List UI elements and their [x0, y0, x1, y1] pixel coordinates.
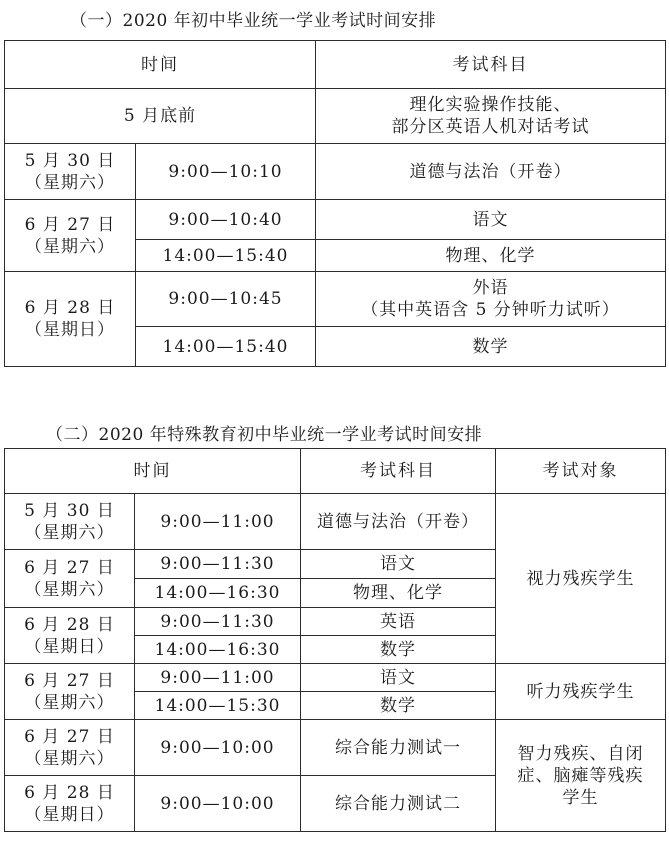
subject-cell: 语文 [301, 550, 496, 579]
date-cell [5, 664, 135, 720]
date-text: 6 月 27 日 [24, 726, 115, 747]
weekday-text: （星期六） [25, 172, 115, 193]
target-line: 智力残疾、自闭 [517, 743, 644, 764]
time-cell: 9:00—10:00 [135, 776, 301, 832]
date-text: 5 月 30 日 [24, 150, 116, 171]
time-cell: 9:00—11:00 [135, 494, 301, 550]
header-time: 时间 [5, 449, 301, 494]
subject-cell: 综合能力测试二 [301, 776, 496, 832]
time-cell: 14:00—16:30 [135, 636, 301, 664]
time-cell: 9:00—10:10 [136, 144, 316, 200]
date-text: 6 月 28 日 [24, 782, 115, 803]
date-cell [5, 776, 135, 832]
date-cell [5, 720, 135, 776]
special-exam-schedule-table [4, 448, 666, 832]
date-text: 6 月 27 日 [24, 214, 116, 235]
weekday-text: （星期六） [24, 692, 115, 713]
date-text: 6 月 28 日 [24, 298, 116, 318]
weekday-text: （星期日） [24, 804, 115, 825]
date-cell [5, 550, 135, 608]
subject-cell: 数学 [301, 692, 496, 720]
weekday-text: （星期六） [25, 236, 115, 257]
subject-cell: 英语 [301, 608, 496, 636]
time-cell: 9:00—10:00 [135, 720, 301, 776]
date-text: 6 月 27 日 [24, 557, 115, 578]
subject-cell: 语文 [316, 200, 666, 240]
weekday-text: （星期六） [24, 522, 115, 543]
section1-title: （一）2020 年初中毕业统一学业考试时间安排 [70, 11, 437, 31]
time-cell: 14:00—15:40 [136, 240, 316, 272]
time-cell: 9:00—10:45 [136, 272, 316, 327]
time-cell: 9:00—10:40 [136, 200, 316, 240]
date-text: 6 月 27 日 [24, 670, 115, 691]
time-cell: 14:00—15:30 [135, 692, 301, 720]
subject-cell: 物理、化学 [316, 240, 666, 272]
date-cell [5, 144, 136, 200]
subject-cell: 语文 [301, 664, 496, 692]
exam-schedule-table [4, 40, 666, 367]
target-cell [496, 720, 666, 832]
date-cell [5, 494, 135, 550]
date-text: 6 月 28 日 [24, 614, 115, 635]
date-cell [5, 608, 135, 664]
date-cell [5, 200, 136, 272]
time-cell: 14:00—16:30 [135, 579, 301, 608]
target-cell: 视力残疾学生 [496, 494, 666, 664]
subject-cell [316, 272, 666, 327]
date-text: 5 月 30 日 [24, 500, 115, 521]
header-target: 考试对象 [496, 449, 666, 494]
subject-line: 部分区英语人机对话考试 [391, 117, 590, 137]
target-cell: 听力残疾学生 [496, 664, 666, 720]
section2-title: （二）2020 年特殊教育初中毕业统一学业考试时间安排 [46, 425, 483, 445]
time-cell: 9:00—11:30 [135, 550, 301, 579]
time-cell: 14:00—15:40 [136, 327, 316, 367]
subject-cell [316, 89, 666, 144]
subject-line: 理化实验操作技能、 [409, 95, 572, 115]
header-subject: 考试科目 [316, 41, 666, 89]
subject-cell: 道德与法治（开卷） [301, 494, 496, 550]
subject-line: 外语 [472, 278, 509, 298]
time-cell: 9:00—11:30 [135, 608, 301, 636]
header-time: 时间 [5, 41, 316, 89]
weekday-text: （星期六） [24, 579, 115, 600]
subject-cell: 道德与法治（开卷） [316, 144, 666, 200]
target-line: 症、脑瘫等残疾 [517, 765, 644, 786]
date-cell: 5 月底前 [5, 89, 316, 144]
weekday-text: （星期六） [24, 748, 115, 769]
target-line: 学生 [562, 787, 599, 808]
weekday-text: （星期日） [25, 320, 115, 340]
subject-cell: 数学 [316, 327, 666, 367]
subject-cell: 综合能力测试一 [301, 720, 496, 776]
date-cell [5, 272, 136, 367]
subject-cell: 数学 [301, 636, 496, 664]
weekday-text: （星期日） [24, 636, 115, 657]
time-cell: 9:00—11:00 [135, 664, 301, 692]
subject-line: （其中英语含 5 分钟听力试听） [361, 300, 620, 320]
header-subject: 考试科目 [301, 449, 496, 494]
subject-cell: 物理、化学 [301, 579, 496, 608]
